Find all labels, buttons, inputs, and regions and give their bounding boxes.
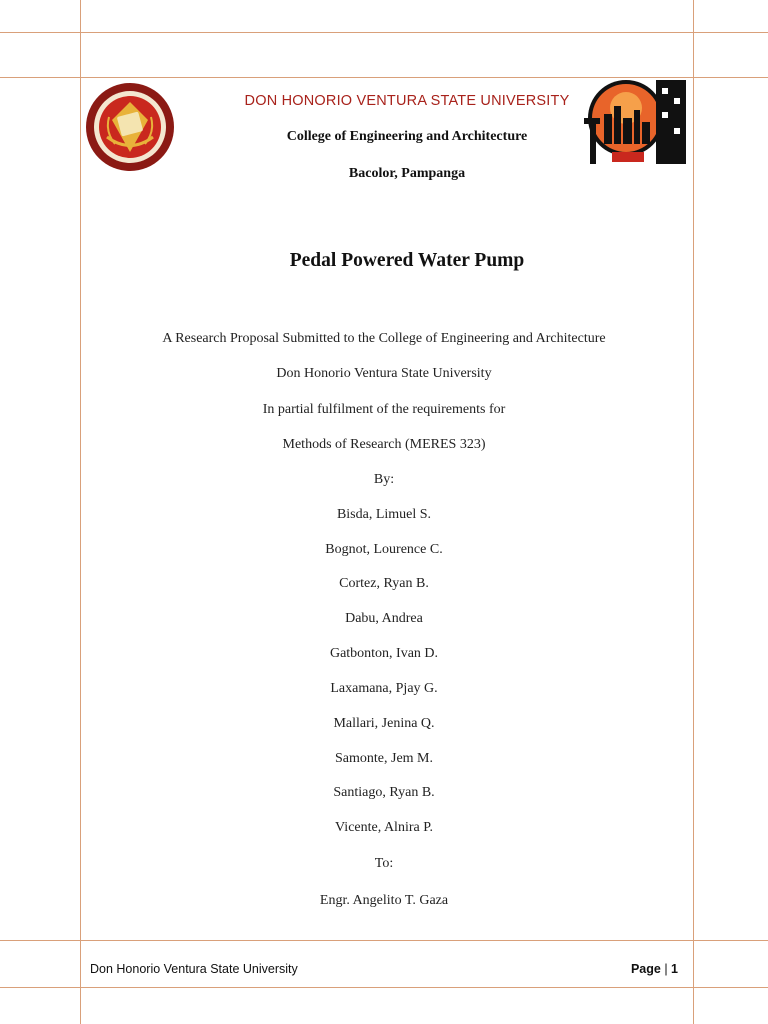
author-name: Samonte, Jem M. bbox=[335, 751, 433, 766]
by-label: By: bbox=[373, 472, 395, 487]
bottom-rule-1 bbox=[0, 940, 768, 941]
bottom-rule-2 bbox=[0, 987, 768, 988]
course-line: Methods of Research (MERES 323) bbox=[282, 437, 486, 452]
author-name: Dabu, Andrea bbox=[345, 611, 423, 626]
author-name: Laxamana, Pjay G. bbox=[330, 681, 438, 696]
author-name: Gatbonton, Ivan D. bbox=[329, 646, 439, 661]
author-name: Bognot, Lourence C. bbox=[325, 542, 443, 557]
page-number: 1 bbox=[671, 962, 678, 976]
footer-university: Don Honorio Ventura State University bbox=[90, 962, 298, 976]
university-line: Don Honorio Ventura State University bbox=[276, 366, 492, 381]
author-name: Mallari, Jenina Q. bbox=[333, 716, 435, 731]
college-name: College of Engineering and Architecture bbox=[286, 129, 528, 144]
top-rule-1 bbox=[0, 32, 768, 33]
page-label: Page bbox=[630, 962, 661, 976]
university-name: DON HONORIO VENTURA STATE UNIVERSITY bbox=[244, 93, 570, 109]
author-name: Santiago, Ryan B. bbox=[333, 785, 435, 800]
author-name: Bisda, Limuel S. bbox=[336, 507, 432, 522]
recipient-name: Engr. Angelito T. Gaza bbox=[319, 893, 449, 908]
page-indicator bbox=[631, 962, 678, 976]
proposal-line: A Research Proposal Submitted to the College of Engineering and Architecture bbox=[162, 331, 606, 346]
location: Bacolor, Pampanga bbox=[348, 166, 466, 181]
page-separator: | bbox=[664, 962, 668, 976]
college-seal-icon bbox=[582, 78, 694, 168]
document-title: Pedal Powered Water Pump bbox=[289, 250, 525, 271]
author-name: Vicente, Alnira P. bbox=[335, 820, 433, 835]
to-label: To: bbox=[374, 856, 394, 871]
requirement-line: In partial fulfilment of the requirements for bbox=[262, 402, 506, 417]
author-name: Cortez, Ryan B. bbox=[339, 576, 429, 591]
left-rule bbox=[80, 0, 81, 1024]
